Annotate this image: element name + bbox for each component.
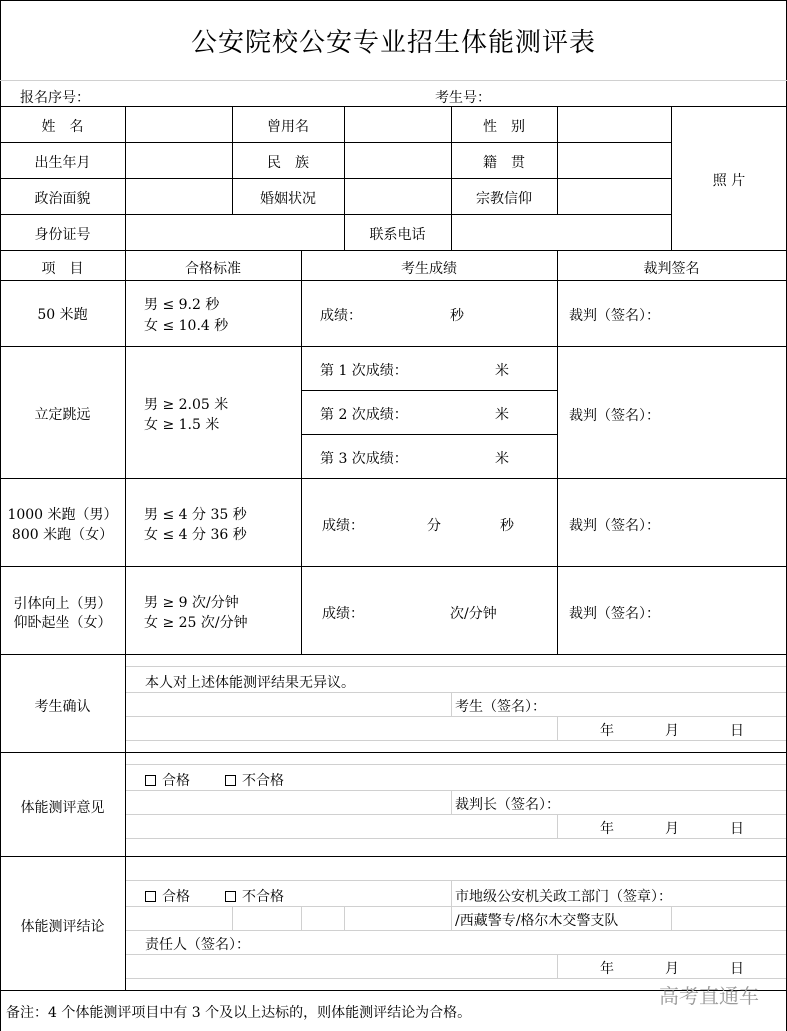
opinion-label: 体能测评意见 <box>20 800 105 816</box>
event-jump-std-female: 女 ≥ 1.5 米 <box>144 417 220 433</box>
conclusion-unit: /西藏警专/格尔木交警支队 <box>455 913 619 929</box>
gender-label: 性 别 <box>483 119 525 135</box>
event-pull-unit: 次/分钟 <box>450 606 497 622</box>
conclusion-pass-option[interactable]: 合格 <box>145 886 190 906</box>
former-name-label: 曾用名 <box>267 119 309 135</box>
event-run-std-female: 女 ≤ 4 分 36 秒 <box>144 527 247 543</box>
conclusion-day: 日 <box>730 961 744 977</box>
id-no-label: 身份证号 <box>34 227 91 243</box>
event-jump-name: 立定跳远 <box>34 407 91 423</box>
conclusion-fail-option[interactable]: 不合格 <box>225 886 284 906</box>
event-50m-name: 50 米跑 <box>37 307 88 323</box>
conclusion-month: 月 <box>665 961 679 977</box>
enroll-no-label: 报名序号： <box>20 90 90 106</box>
event-run-unit-sec: 秒 <box>500 518 514 534</box>
event-run-std-male: 男 ≤ 4 分 35 秒 <box>144 507 247 523</box>
event-jump-judge: 裁判（签名）： <box>569 408 660 424</box>
col-score: 考生成绩 <box>401 261 457 277</box>
opinion-month: 月 <box>665 821 679 837</box>
event-50m-judge: 裁判（签名）： <box>569 308 660 324</box>
confirm-year: 年 <box>600 723 614 739</box>
col-item: 项 目 <box>41 261 84 277</box>
event-pullup-name: 引体向上（男） <box>13 596 112 612</box>
event-pull-score-label: 成绩： <box>322 606 364 622</box>
conclusion-dept-seal: 市地级公安机关政工部门（签章）： <box>455 889 672 905</box>
event-jump-unit-3: 米 <box>495 451 509 467</box>
footnote: 备注：4 个体能测评项目中有 3 个及以上达标的，则体能测评结论为合格。 <box>6 1005 472 1021</box>
event-run-score-label: 成绩： <box>322 518 364 534</box>
opinion-day: 日 <box>730 821 744 837</box>
conclusion-year: 年 <box>600 961 614 977</box>
phone-label: 联系电话 <box>369 227 426 243</box>
event-run-male-name: 1000 米跑（男） <box>7 507 118 523</box>
event-situp-name: 仰卧起坐（女） <box>13 615 112 631</box>
event-pull-std-female: 女 ≥ 25 次/分钟 <box>144 615 248 631</box>
event-jump-try1: 第 1 次成绩： <box>320 363 408 379</box>
religion-label: 宗教信仰 <box>476 191 532 207</box>
event-50m-std-male: 男 ≤ 9.2 秒 <box>144 297 220 313</box>
event-run-unit-min: 分 <box>427 518 441 534</box>
opinion-sign: 裁判长（签名）： <box>455 797 560 813</box>
checkbox-icon[interactable] <box>225 891 236 902</box>
conclusion-responsible: 责任人（签名）： <box>145 937 250 953</box>
politics-label: 政治面貌 <box>34 191 91 207</box>
marital-label: 婚姻状况 <box>260 191 316 207</box>
event-jump-unit-2: 米 <box>495 407 509 423</box>
watermark: 高考直通车 <box>659 984 759 1008</box>
event-50m-score-label: 成绩： <box>320 308 362 324</box>
event-50m-std-female: 女 ≤ 10.4 秒 <box>144 318 229 334</box>
checkbox-icon[interactable] <box>145 775 156 786</box>
photo-box-label: 照 片 <box>712 173 746 189</box>
confirm-month: 月 <box>665 723 679 739</box>
confirm-label: 考生确认 <box>34 699 91 715</box>
confirm-sign: 考生（签名）： <box>455 699 546 715</box>
conclusion-label: 体能测评结论 <box>20 919 105 935</box>
event-run-judge: 裁判（签名）： <box>569 518 660 534</box>
opinion-pass-option[interactable]: 合格 <box>145 770 190 790</box>
birth-label: 出生年月 <box>34 155 91 171</box>
form-title: 公安院校公安专业招生体能测评表 <box>190 28 596 58</box>
event-run-female-name: 800 米跑（女） <box>11 527 114 543</box>
exam-no-label: 考生号： <box>435 90 491 106</box>
event-jump-try2: 第 2 次成绩： <box>320 407 408 423</box>
name-label: 姓 名 <box>41 119 84 135</box>
event-50m-unit: 秒 <box>450 308 464 324</box>
opinion-fail-option[interactable]: 不合格 <box>225 770 284 790</box>
col-judge: 裁判签名 <box>643 261 700 277</box>
event-jump-unit-1: 米 <box>495 363 509 379</box>
ethnicity-label: 民 族 <box>267 155 309 171</box>
opinion-year: 年 <box>600 821 614 837</box>
native-place-label: 籍 贯 <box>483 155 525 171</box>
event-pull-judge: 裁判（签名）： <box>569 606 660 622</box>
event-pull-std-male: 男 ≥ 9 次/分钟 <box>144 595 239 611</box>
confirm-statement: 本人对上述体能测评结果无异议。 <box>145 675 355 691</box>
event-jump-std-male: 男 ≥ 2.05 米 <box>144 397 229 413</box>
event-jump-try3: 第 3 次成绩： <box>320 451 408 467</box>
checkbox-icon[interactable] <box>145 891 156 902</box>
frame-top <box>0 0 787 1</box>
confirm-day: 日 <box>730 723 744 739</box>
checkbox-icon[interactable] <box>225 775 236 786</box>
col-standard: 合格标准 <box>185 261 241 277</box>
